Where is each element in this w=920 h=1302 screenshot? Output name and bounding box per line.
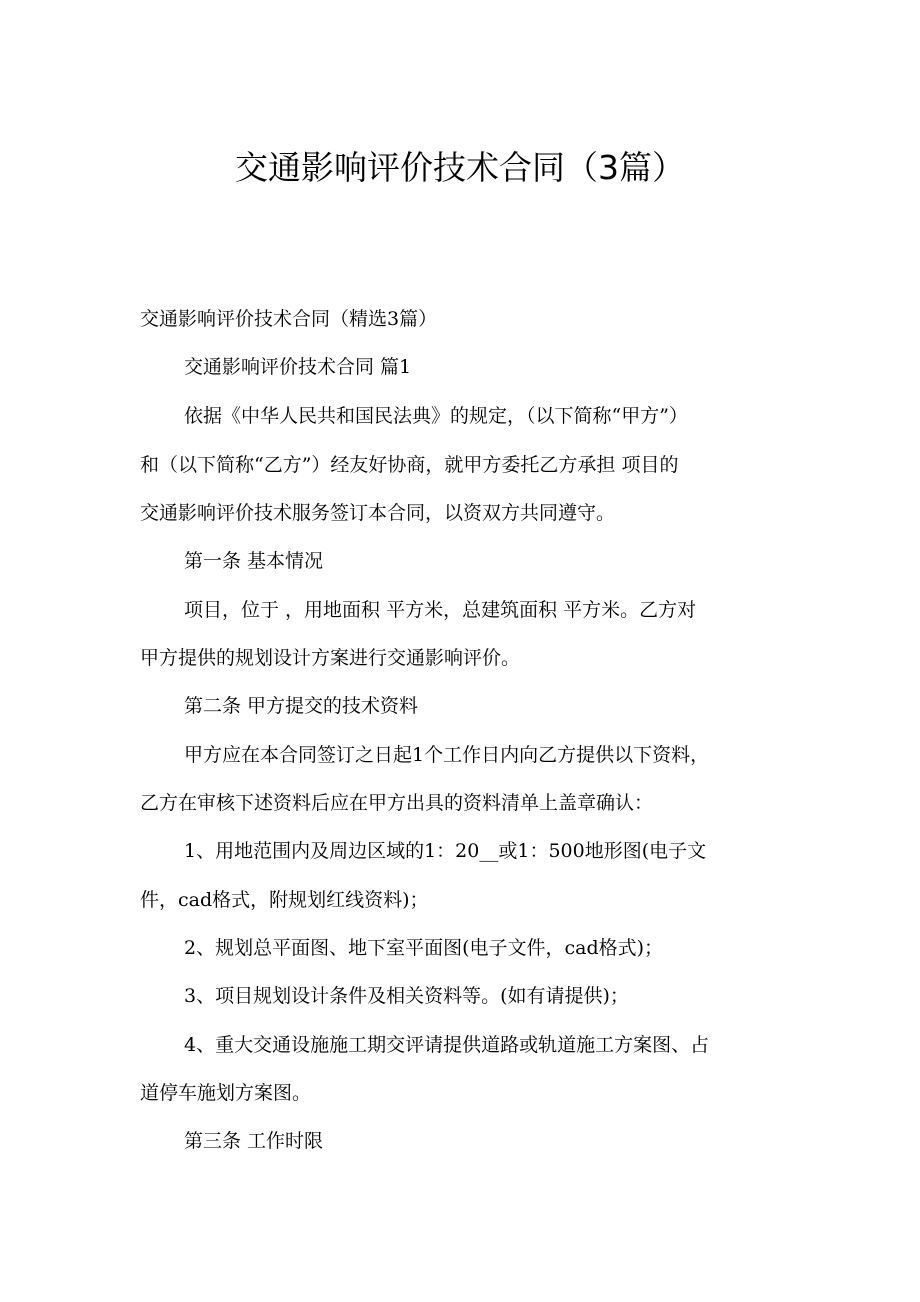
paragraph-line: 项目，位于 ，用地面积 平方米，总建筑面积 平方米。乙方对 (184, 599, 697, 621)
paragraph-line: 甲方提供的规划设计方案进行交通影响评价。 (140, 647, 521, 669)
list-item-1-continued: 件，cad格式，附规划红线资料)； (140, 889, 429, 911)
section-heading: 交通影响评价技术合同 篇1 (184, 356, 412, 378)
document-subtitle: 交通影响评价技术合同（精选3篇） (140, 308, 438, 330)
list-item-2: 2、规划总平面图、地下室平面图(电子文件，cad格式)； (184, 937, 664, 959)
list-item-3: 3、项目规划设计条件及相关资料等。(如有请提供)； (184, 985, 629, 1007)
document-title: 交通影响评价技术合同（3篇） (235, 148, 685, 187)
article-heading-3: 第三条 工作时限 (184, 1130, 324, 1152)
list-item-1: 1、用地范围内及周边区域的1：20__或1：500地形图(电子文 (184, 840, 707, 862)
article-heading-2: 第二条 甲方提交的技术资料 (184, 695, 419, 717)
paragraph-line: 依据《中华人民共和国民法典》的规定，（以下简称“甲方”） (184, 405, 688, 427)
paragraph-line: 乙方在审核下述资料后应在甲方出具的资料清单上盖章确认： (140, 792, 654, 814)
article-heading-1: 第一条 基本情况 (184, 550, 324, 572)
list-item-4: 4、重大交通设施施工期交评请提供道路或轨道施工方案图、占 (184, 1034, 710, 1056)
paragraph-line: 和（以下简称“乙方”）经友好协商，就甲方委托乙方承担 项目的 (140, 454, 679, 476)
paragraph-line: 交通影响评价技术服务签订本合同，以资双方共同遵守。 (140, 502, 616, 524)
paragraph-line: 甲方应在本合同签订之日起1个工作日内向乙方提供以下资料， (184, 744, 710, 766)
list-item-4-continued: 道停车施划方案图。 (140, 1082, 312, 1104)
